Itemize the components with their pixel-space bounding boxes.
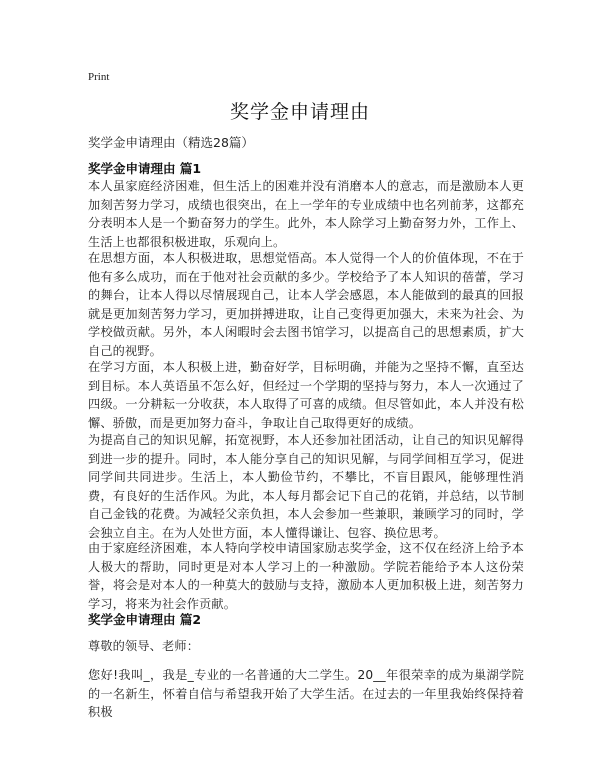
document-title: 奖学金申请理由 <box>229 101 370 123</box>
section-2-salutation: 尊敬的领导、老师： <box>88 639 200 653</box>
section-1-paragraph-4: 为提高自己的知识见解，拓宽视野，本人还参加社团活动，让自己的知识见解得到进一步的提升。同时，本人能分享自己的知识见解，与同学间相互学习，促进同学间共同进步。生活上，本人勤俭节约，不攀比，不盲目跟风，能够理性消费，有良好的生活作风。为此，本人每月都会记下自己的花销，并总结，以节制自己金钱的花费。为减轻父亲负担，本人会参加一些兼职，兼顾学习的同时，学会独立自主。在为人处世方面，本人懂得谦让、包容、换位思考。 <box>88 433 524 540</box>
section-1-paragraph-1: 本人虽家庭经济困难，但生活上的困难并没有消磨本人的意志，而是激励本人更加刻苦努力学习，成绩也很突出，在上一学年的专业成绩中也名列前茅，这都充分表明本人是一个勤奋努力的学生。此外，本人除学习上勤奋努力外，工作上、生活上也都很积极进取，乐观向上。 <box>88 179 524 249</box>
section-heading-1: 奖学金申请理由 篇1 <box>88 161 202 176</box>
section-1-paragraph-5: 由于家庭经济困难，本人特向学校申请国家励志奖学金，这不仅在经济上给予本人极大的帮助，同时更是对本人学习上的一种激励。学院若能给予本人这份荣誉，将会是对本人的一种莫大的鼓励与支持，激励本人更加积极上进，刻苦努力学习，将来为社会作贡献。 <box>88 541 524 611</box>
section-1-paragraph-2: 在思想方面，本人积极进取，思想觉悟高。本人觉得一个人的价值体现，不在于他有多么成功，而在于他对社会贡献的多少。学校给予了本人知识的蓓蕾，学习的舞台，让本人得以尽情展现自己，让本人学会感恩，本人能做到的最真的回报就是更加刻苦努力学习，更加拼搏进取，让自己变得更加强大，未来为社会、为学校做贡献。另外，本人闲暇时会去图书馆学习，以提高自己的思想素质，扩大自己的视野。 <box>88 251 524 358</box>
section-2-paragraph-1: 您好!我叫_，我是_专业的一名普通的大二学生。20__年很荣幸的成为巢湖学院的一名新生，怀着自信与希望我开始了大学生活。在过去的一年里我始终保持着积极 <box>88 668 524 720</box>
print-link[interactable]: Print <box>88 71 110 83</box>
document-subtitle: 奖学金申请理由（精选28篇） <box>88 135 254 150</box>
section-1-paragraph-3: 在学习方面，本人积极上进，勤奋好学，目标明确，并能为之坚持不懈，直至达到目标。本人英语虽不怎么好，但经过一个学期的坚持与努力，本人一次通过了四级。一分耕耘一分收获，本人取得了可喜的成绩。但尽管如此，本人并没有松懈、骄傲，而是更加努力奋斗，争取让自己取得更好的成绩。 <box>88 360 524 430</box>
section-heading-2: 奖学金申请理由 篇2 <box>88 612 202 627</box>
